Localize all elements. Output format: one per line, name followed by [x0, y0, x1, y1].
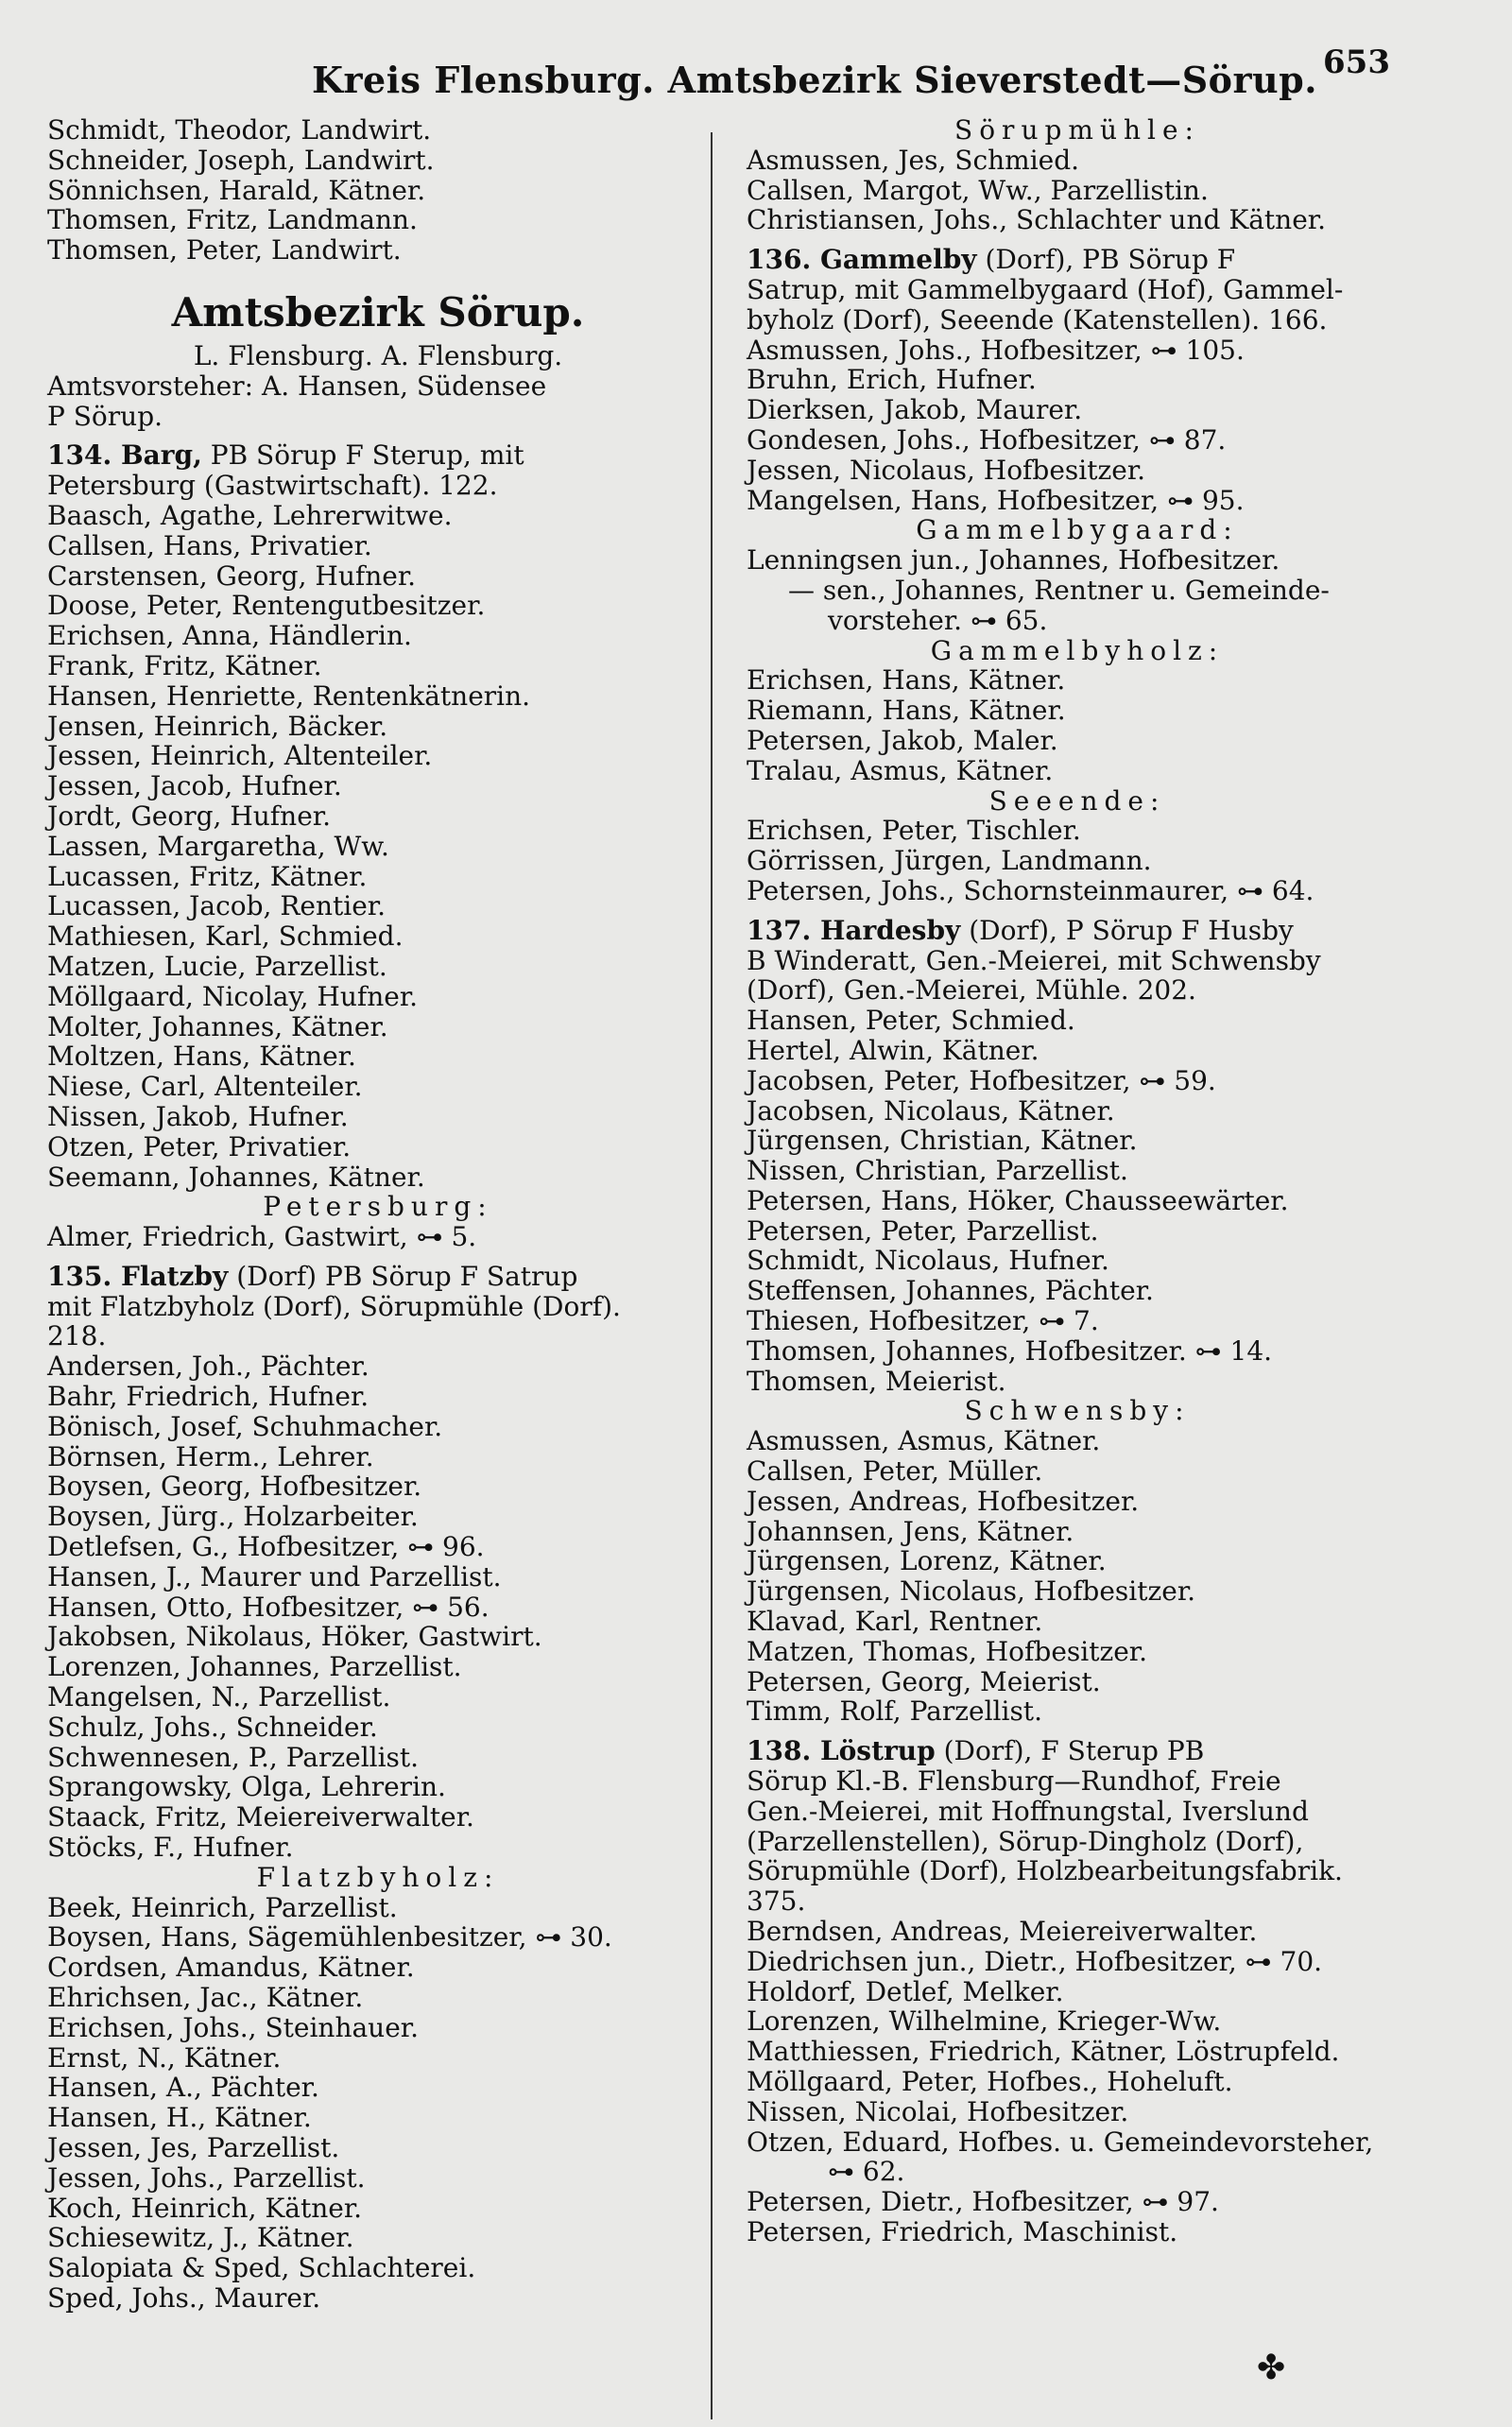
- locality-entry: 136. Gammelby (Dorf), PB Sörup F: [747, 244, 1236, 276]
- directory-line: Carstensen, Georg, Hufner.: [47, 559, 417, 592]
- directory-line: Jessen, Jacob, Hufner.: [47, 770, 342, 802]
- directory-line: Salopiata & Sped, Schlachterei.: [47, 2252, 476, 2284]
- directory-line: Lucassen, Jacob, Rentier.: [47, 890, 386, 922]
- directory-line: Möllgaard, Peter, Hofbes., Hoheluft.: [747, 2066, 1233, 2097]
- directory-line: Mangelsen, Hans, Hofbesitzer, ⊶ 95.: [747, 484, 1245, 516]
- directory-line: Erichsen, Hans, Kätner.: [747, 664, 1066, 697]
- subplace-heading: Petersburg:: [263, 1191, 493, 1223]
- directory-line: Jürgensen, Nicolaus, Hofbesitzer.: [747, 1575, 1196, 1608]
- directory-line: Johannsen, Jens, Kätner.: [747, 1515, 1074, 1547]
- directory-line: Hansen, H., Kätner.: [47, 2102, 312, 2134]
- directory-line: Hansen, A., Pächter.: [47, 2072, 319, 2104]
- directory-line: ⊶ 62.: [828, 2156, 905, 2188]
- directory-line: Thiesen, Hofbesitzer, ⊶ 7.: [747, 1305, 1099, 1337]
- directory-line: Otzen, Eduard, Hofbes. u. Gemeindevorsteher,: [747, 2126, 1374, 2158]
- directory-line: (Dorf), Gen.-Meierei, Mühle. 202.: [747, 974, 1196, 1007]
- directory-line: Koch, Heinrich, Kätner.: [47, 2192, 363, 2224]
- directory-line: Tralau, Asmus, Kätner.: [747, 754, 1054, 786]
- directory-line: Nissen, Christian, Parzellist.: [747, 1155, 1128, 1187]
- directory-line: Detlefsen, G., Hofbesitzer, ⊶ 96.: [47, 1531, 485, 1563]
- directory-line: Schmidt, Theodor, Landwirt.: [47, 114, 432, 146]
- directory-line: Matzen, Thomas, Hofbesitzer.: [747, 1635, 1147, 1667]
- directory-line: Amtsvorsteher: A. Hansen, Südensee: [47, 370, 547, 402]
- directory-line: Jürgensen, Lorenz, Kätner.: [747, 1545, 1107, 1577]
- directory-line: Lorenzen, Johannes, Parzellist.: [47, 1651, 462, 1683]
- directory-line: Lenningsen jun., Johannes, Hofbesitzer.: [747, 544, 1280, 577]
- directory-line: P Sörup.: [47, 400, 163, 432]
- directory-line: Timm, Rolf, Parzellist.: [747, 1695, 1042, 1728]
- directory-line: Christiansen, Johs., Schlachter und Kätner.: [747, 204, 1326, 236]
- directory-line: Jordt, Georg, Hufner.: [47, 800, 331, 832]
- directory-line: Asmussen, Asmus, Kätner.: [747, 1425, 1101, 1457]
- directory-line: Riemann, Hans, Kätner.: [747, 695, 1066, 727]
- directory-line: Sprangowsky, Olga, Lehrerin.: [47, 1771, 446, 1803]
- directory-line: Almer, Friedrich, Gastwirt, ⊶ 5.: [47, 1221, 477, 1253]
- locality-entry: 134. Barg, PB Sörup F Sterup, mit: [47, 439, 524, 472]
- directory-line: Thomsen, Fritz, Landmann.: [47, 204, 418, 236]
- directory-line: Thomsen, Meierist.: [747, 1365, 1006, 1397]
- directory-line: Berndsen, Andreas, Meiereiverwalter.: [747, 1916, 1258, 1948]
- directory-line: Hansen, J., Maurer und Parzellist.: [47, 1560, 502, 1592]
- directory-line: Molter, Johannes, Kätner.: [47, 1010, 388, 1042]
- directory-line: Jürgensen, Christian, Kätner.: [747, 1125, 1138, 1157]
- directory-line: Schmidt, Nicolaus, Hufner.: [747, 1245, 1109, 1277]
- directory-line: mit Flatzbyholz (Dorf), Sörupmühle (Dorf).: [47, 1290, 621, 1322]
- directory-line: Sönnichsen, Harald, Kätner.: [47, 174, 426, 206]
- subplace-heading: Gammelbyholz:: [930, 634, 1225, 666]
- subplace-heading: Sörupmühle:: [954, 114, 1200, 146]
- directory-line: Petersen, Dietr., Hofbesitzer, ⊶ 97.: [747, 2186, 1219, 2218]
- directory-line: Hansen, Otto, Hofbesitzer, ⊶ 56.: [47, 1591, 490, 1623]
- directory-line: Frank, Fritz, Kätner.: [47, 649, 322, 681]
- directory-line: Gondesen, Johs., Hofbesitzer, ⊶ 87.: [747, 423, 1227, 456]
- directory-line: Bönisch, Josef, Schuhmacher.: [47, 1410, 443, 1442]
- directory-line: Bahr, Friedrich, Hufner.: [47, 1381, 369, 1413]
- ornament-icon: ✤: [1257, 2349, 1286, 2387]
- subplace-heading: Flatzbyholz:: [256, 1861, 500, 1893]
- directory-line: Hertel, Alwin, Kätner.: [747, 1034, 1040, 1066]
- directory-line: Erichsen, Johs., Steinhauer.: [47, 2011, 419, 2043]
- directory-line: Thomsen, Peter, Landwirt.: [47, 234, 402, 267]
- directory-line: Erichsen, Anna, Händlerin.: [47, 620, 412, 652]
- directory-line: Jessen, Nicolaus, Hofbesitzer.: [747, 454, 1146, 486]
- directory-line: Görrissen, Jürgen, Landmann.: [747, 845, 1152, 877]
- directory-line: Dierksen, Jakob, Maurer.: [747, 394, 1083, 426]
- directory-line: Beek, Heinrich, Parzellist.: [47, 1891, 398, 1923]
- directory-line: Klavad, Karl, Rentner.: [747, 1606, 1043, 1638]
- directory-line: Petersburg (Gastwirtschaft). 122.: [47, 470, 498, 502]
- directory-line: Ehrichsen, Jac., Kätner.: [47, 1982, 364, 2014]
- directory-line: Jacobsen, Nicolaus, Kätner.: [747, 1094, 1115, 1127]
- directory-line: Gen.-Meierei, mit Hoffnungstal, Iverslund: [747, 1795, 1309, 1827]
- directory-line: Mangelsen, N., Parzellist.: [47, 1681, 391, 1713]
- directory-line: Erichsen, Peter, Tischler.: [747, 815, 1081, 847]
- directory-line: Jessen, Andreas, Hofbesitzer.: [747, 1485, 1140, 1517]
- directory-line: Moltzen, Hans, Kätner.: [47, 1041, 356, 1073]
- directory-line: (Parzellenstellen), Sörup-Dingholz (Dorf),: [747, 1825, 1304, 1857]
- directory-line: Asmussen, Johs., Hofbesitzer, ⊶ 105.: [747, 334, 1245, 366]
- subplace-heading: Seeende:: [988, 784, 1166, 817]
- directory-line: Sörup Kl.-B. Flensburg—Rundhof, Freie: [747, 1765, 1281, 1798]
- directory-line: Seemann, Johannes, Kätner.: [47, 1161, 425, 1193]
- right-column: [747, 115, 1408, 2247]
- directory-line: Niese, Carl, Altenteiler.: [47, 1071, 363, 1103]
- directory-line: Jakobsen, Nikolaus, Höker, Gastwirt.: [47, 1621, 542, 1653]
- locality-entry: 137. Hardesby (Dorf), P Sörup F Husby: [747, 914, 1294, 946]
- running-head: Kreis Flensburg. Amtsbezirk Sieverstedt—Sörup.: [312, 59, 1317, 101]
- directory-line: Petersen, Peter, Parzellist.: [747, 1214, 1099, 1247]
- locality-entry: 135. Flatzby (Dorf) PB Sörup F Satrup: [47, 1260, 578, 1292]
- directory-line: — sen., Johannes, Rentner u. Gemeinde-: [788, 574, 1330, 606]
- directory-line: Möllgaard, Nicolay, Hufner.: [47, 980, 419, 1012]
- directory-line: Thomsen, Johannes, Hofbesitzer. ⊶ 14.: [747, 1334, 1273, 1367]
- directory-line: Staack, Fritz, Meiereiverwalter.: [47, 1801, 474, 1833]
- directory-line: Satrup, mit Gammelbygaard (Hof), Gammel-: [747, 273, 1344, 305]
- directory-line: Petersen, Georg, Meierist.: [747, 1665, 1101, 1697]
- directory-line: Boysen, Georg, Hofbesitzer.: [47, 1471, 422, 1503]
- directory-line: Boysen, Jürg., Holzarbeiter.: [47, 1501, 419, 1533]
- directory-line: Schulz, Johs., Schneider.: [47, 1711, 378, 1743]
- page-number: 653: [1323, 43, 1390, 81]
- directory-line: Sörupmühle (Dorf), Holzbearbeitungsfabrik.: [747, 1855, 1343, 1887]
- subplace-heading: Schwensby:: [964, 1395, 1191, 1427]
- directory-line: Nissen, Nicolai, Hofbesitzer.: [747, 2095, 1129, 2127]
- directory-line: Jensen, Heinrich, Bäcker.: [47, 710, 388, 742]
- directory-line: Sped, Johs., Maurer.: [47, 2281, 321, 2314]
- directory-line: 375.: [747, 1885, 806, 1918]
- district-heading: Amtsbezirk Sörup.: [171, 288, 585, 336]
- directory-line: Baasch, Agathe, Lehrerwitwe.: [47, 499, 453, 531]
- directory-line: Lucassen, Fritz, Kätner.: [47, 860, 368, 892]
- directory-line: Lorenzen, Wilhelmine, Krieger-Ww.: [747, 2005, 1222, 2038]
- directory-line: 218.: [47, 1320, 107, 1352]
- directory-line: Holdorf, Detlef, Melker.: [747, 1975, 1064, 2007]
- directory-line: Jessen, Jes, Parzellist.: [47, 2132, 340, 2163]
- directory-line: Callsen, Hans, Privatier.: [47, 529, 372, 561]
- directory-line: Ernst, N., Kätner.: [47, 2041, 282, 2074]
- directory-line: Mathiesen, Karl, Schmied.: [47, 921, 404, 953]
- directory-line: Hansen, Henriette, Rentenkätnerin.: [47, 680, 531, 712]
- directory-line: Jacobsen, Peter, Hofbesitzer, ⊶ 59.: [747, 1064, 1216, 1096]
- locality-entry: 138. Löstrup (Dorf), F Sterup PB: [747, 1735, 1205, 1767]
- page-header: [0, 38, 1512, 113]
- directory-line: Steffensen, Johannes, Pächter.: [747, 1275, 1154, 1307]
- directory-line: Lassen, Margaretha, Ww.: [47, 830, 389, 862]
- directory-line: Cordsen, Amandus, Kätner.: [47, 1952, 415, 1984]
- subplace-heading: Gammelbygaard:: [916, 514, 1239, 546]
- directory-line: Petersen, Friedrich, Maschinist.: [747, 2215, 1178, 2247]
- directory-line: vorsteher. ⊶ 65.: [828, 604, 1048, 636]
- directory-line: Doose, Peter, Rentengutbesitzer.: [47, 590, 486, 622]
- directory-line: Jessen, Heinrich, Altenteiler.: [47, 740, 433, 772]
- directory-line: Diedrichsen jun., Dietr., Hofbesitzer, ⊶ 70.: [747, 1945, 1323, 1977]
- directory-line: Schneider, Joseph, Landwirt.: [47, 144, 435, 176]
- directory-line: Otzen, Peter, Privatier.: [47, 1130, 352, 1162]
- directory-line: Matzen, Lucie, Parzellist.: [47, 950, 387, 982]
- column-divider: [711, 132, 713, 2419]
- directory-line: byholz (Dorf), Seeende (Katenstellen). 166.: [747, 303, 1328, 336]
- directory-line: Callsen, Margot, Ww., Parzellistin.: [747, 174, 1209, 206]
- directory-line: Matthiessen, Friedrich, Kätner, Löstrupfeld.: [747, 2036, 1340, 2068]
- directory-line: Asmussen, Jes, Schmied.: [747, 144, 1080, 176]
- directory-line: Bruhn, Erich, Hufner.: [747, 364, 1037, 396]
- left-column: [47, 115, 709, 2314]
- directory-line: Jessen, Johs., Parzellist.: [47, 2161, 366, 2194]
- directory-line: Callsen, Peter, Müller.: [747, 1455, 1043, 1488]
- directory-line: B Winderatt, Gen.-Meierei, mit Schwensby: [747, 944, 1321, 976]
- directory-line: Petersen, Jakob, Maler.: [747, 724, 1058, 756]
- directory-line: Boysen, Hans, Sägemühlenbesitzer, ⊶ 30.: [47, 1921, 612, 1954]
- directory-line: Nissen, Jakob, Hufner.: [47, 1100, 349, 1132]
- directory-line: Petersen, Johs., Schornsteinmaurer, ⊶ 64.: [747, 874, 1314, 906]
- directory-line: Hansen, Peter, Schmied.: [747, 1005, 1075, 1037]
- directory-line: Börnsen, Herm., Lehrer.: [47, 1440, 374, 1472]
- directory-line: Schiesewitz, J., Kätner.: [47, 2222, 354, 2254]
- directory-line: Stöcks, F., Hufner.: [47, 1832, 294, 1864]
- directory-line: Andersen, Joh., Pächter.: [47, 1351, 369, 1383]
- directory-line: Schwennesen, P., Parzellist.: [47, 1741, 420, 1773]
- directory-line: Petersen, Hans, Höker, Chausseewärter.: [747, 1184, 1289, 1216]
- directory-line: L. Flensburg. A. Flensburg.: [193, 339, 563, 371]
